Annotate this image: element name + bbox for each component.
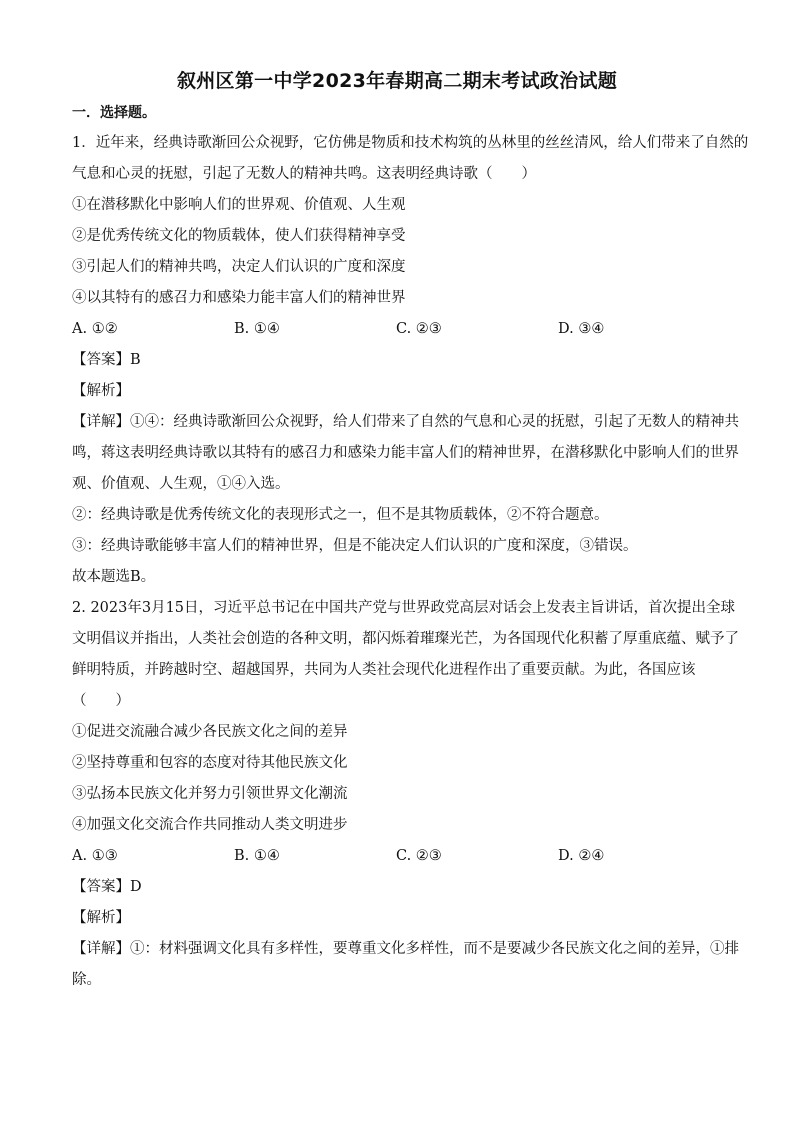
statement-item: ①在潜移默化中影响人们的世界观、价值观、人生观 <box>72 197 406 213</box>
detail-tag: 【详解】 <box>72 414 130 430</box>
detail-text: 除。 <box>72 972 101 988</box>
question-2 <box>72 593 739 996</box>
option-a: A. ①② <box>72 321 118 337</box>
detail-text: ③：经典诗歌能够丰富人们的精神世界，但是不能决定人们认识的广度和深度，③错误。 <box>72 538 638 554</box>
option-d: D. ②④ <box>558 848 605 864</box>
question-stem-line: （ ） <box>72 693 130 709</box>
option-d: D. ③④ <box>558 321 605 337</box>
option-c: C. ②③ <box>396 321 442 337</box>
analysis-tag: 【解析】 <box>72 383 130 399</box>
detail-text: 鸣，蒋这表明经典诗歌以其特有的感召力和感染力能丰富人们的精神世界，在潜移默化中影响人们的世界 <box>72 445 739 461</box>
option-a: A. ①③ <box>72 848 118 864</box>
answer-tag: 【答案】 <box>72 352 130 368</box>
answer-line <box>72 345 722 376</box>
detail-tag: 【详解】 <box>72 941 130 957</box>
detail-text: ②：经典诗歌是优秀传统文化的表现形式之一，但不是其物质载体，②不符合题意。 <box>72 507 609 523</box>
option-b: B. ①④ <box>234 848 280 864</box>
statement-item: ②是优秀传统文化的物质载体，使人们获得精神享受 <box>72 228 406 244</box>
detail-text: 观、价值观、人生观，①④入选。 <box>72 476 290 492</box>
statement-item: ①促进交流融合减少各民族文化之间的差异 <box>72 724 348 740</box>
question-stem-line: 文明倡议并指出，人类社会创造的各种文明，都闪烁着璀璨光芒，为各国现代化积蓄了厚重底蕴、赋予了 <box>72 631 739 647</box>
exam-page <box>72 66 749 996</box>
statement-item: ④加强文化交流合作共同推动人类文明进步 <box>72 817 348 833</box>
question-stem-line: 2. 2023年3月15日，习近平总书记在中国共产党与世界政党高层对话会上发表主旨讲话，首次提出全球 <box>72 600 736 616</box>
analysis-line <box>72 376 722 407</box>
page-title: 叙州区第一中学2023年春期高二期末考试政治试题 <box>176 70 618 92</box>
question-1 <box>72 128 749 593</box>
answer-tag: 【答案】 <box>72 879 130 895</box>
statement-item: ③引起人们的精神共鸣，决定人们认识的广度和深度 <box>72 259 406 275</box>
answer-line <box>72 872 722 903</box>
detail-text: ①④：经典诗歌渐回公众视野，给人们带来了自然的气息和心灵的抚慰，引起了无数人的精神共 <box>130 414 739 430</box>
answer-value: D <box>130 879 142 895</box>
statement-item: ④以其特有的感召力和感染力能丰富人们的精神世界 <box>72 290 406 306</box>
question-stem-line: 鲜明特质，并跨越时空、超越国界，共同为人类社会现代化进程作出了重要贡献。为此，各国应该 <box>72 662 696 678</box>
detail-text: ①：材料强调文化具有多样性，要尊重文化多样性，而不是要减少各民族文化之间的差异，①排 <box>130 941 739 957</box>
answer-options <box>72 314 722 345</box>
answer-options <box>72 841 722 872</box>
detail-line <box>72 934 739 965</box>
option-b: B. ①④ <box>234 321 280 337</box>
statement-item: ②坚持尊重和包容的态度对待其他民族文化 <box>72 755 348 771</box>
detail-text: 故本题选B。 <box>72 569 156 585</box>
option-c: C. ②③ <box>396 848 442 864</box>
analysis-tag: 【解析】 <box>72 910 130 926</box>
analysis-line <box>72 903 722 934</box>
detail-line <box>72 407 739 438</box>
question-stem-line: 气息和心灵的抚慰，引起了无数人的精神共鸣。这表明经典诗歌（ ） <box>72 166 536 182</box>
answer-value: B <box>130 352 141 368</box>
statement-item: ③弘扬本民族文化并努力引领世界文化潮流 <box>72 786 348 802</box>
question-stem-line: 1．近年来，经典诗歌渐回公众视野，它仿佛是物质和技术构筑的丛林里的丝丝清风，给人们带来了自然的 <box>72 135 749 151</box>
section-heading: 一．选择题。 <box>72 105 156 121</box>
